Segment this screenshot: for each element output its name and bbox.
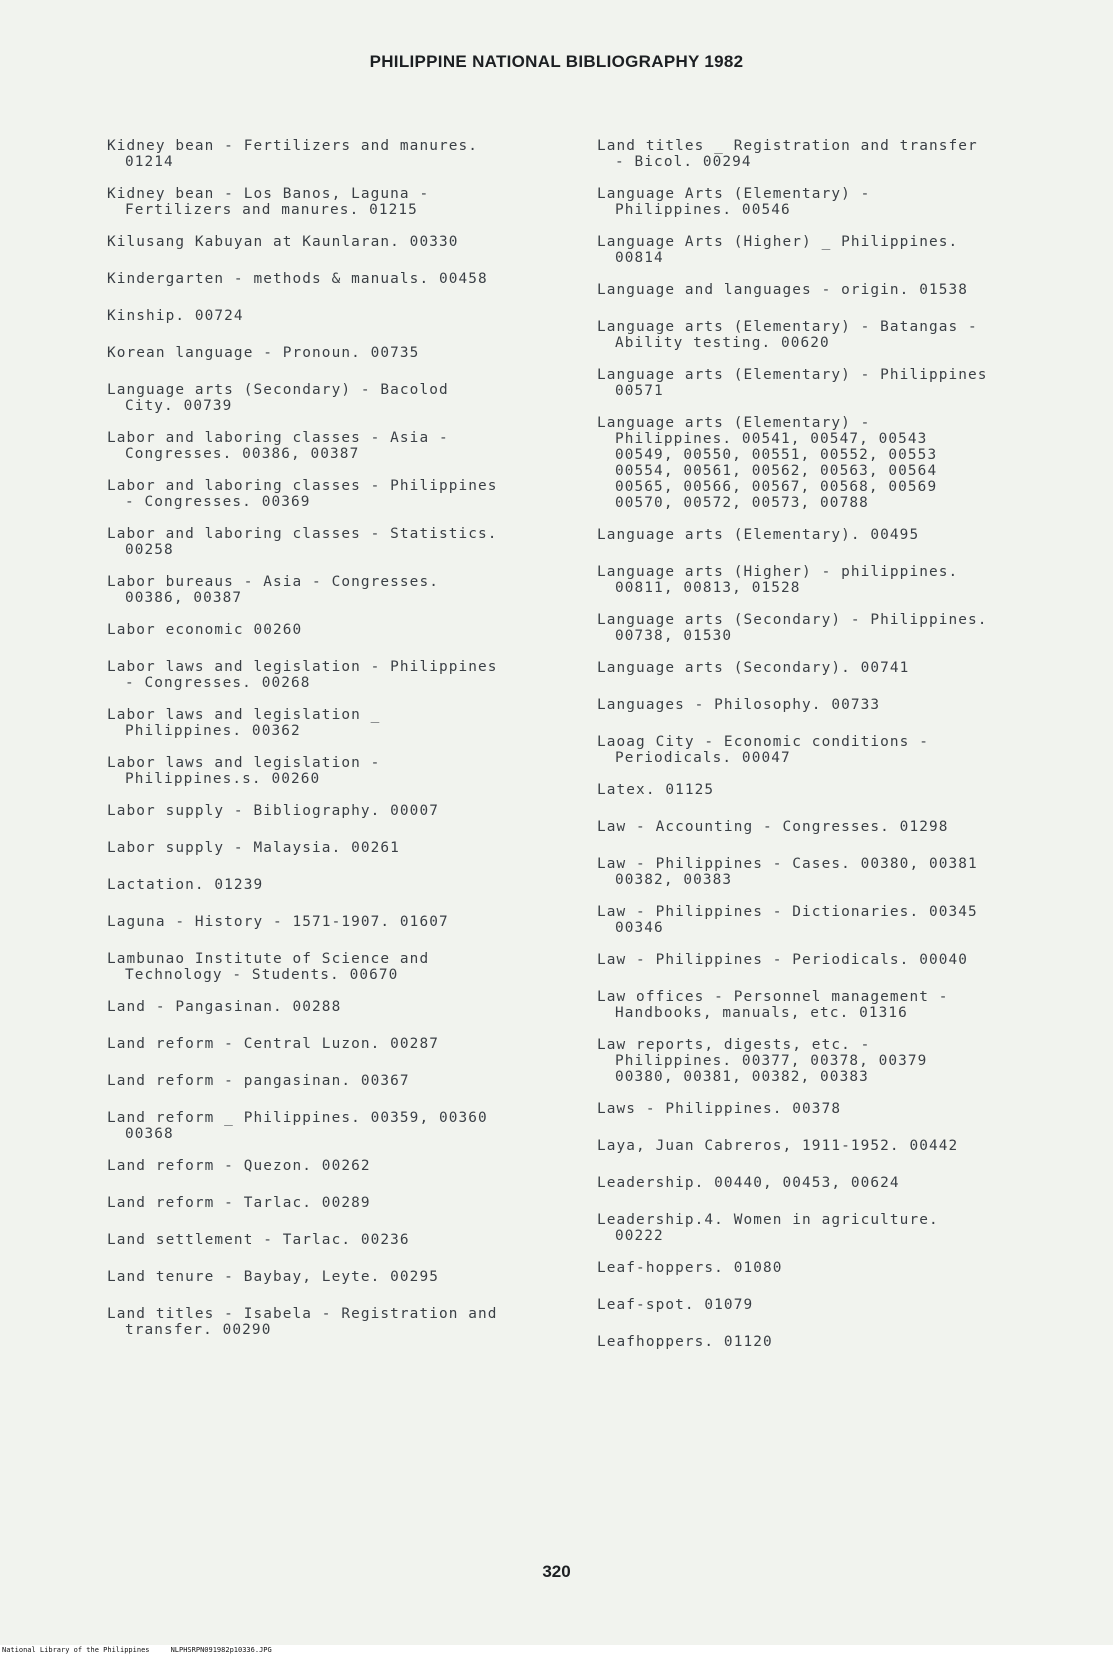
index-entry: Language arts (Elementary) - Philippines. 00541, 00547, 00543 00549, 00550, 00551, 00552, 00553 00554, 00561, 00562, 00563, 00564 00565, 00566, 00567, 00568, 00569 00570, 00572, 00573, 00788 <box>597 415 938 511</box>
index-entry: Leadership. 00440, 00453, 00624 <box>597 1175 900 1191</box>
index-entry: Land tenure - Baybay, Leyte. 00295 <box>107 1269 439 1285</box>
index-entry: Language arts (Secondary) - Bacolod City. 00739 <box>107 382 449 414</box>
index-entry: Labor supply - Malaysia. 00261 <box>107 840 400 856</box>
index-entry: Land reform - Tarlac. 00289 <box>107 1195 371 1211</box>
index-entry: Language arts (Elementary) - Batangas - Ability testing. 00620 <box>597 319 978 351</box>
index-entry: Leaf-hoppers. 01080 <box>597 1260 783 1276</box>
index-entry: Language Arts (Higher) _ Philippines. 00814 <box>597 234 959 266</box>
index-entry: Language Arts (Elementary) - Philippines. 00546 <box>597 186 871 218</box>
index-entry: Laya, Juan Cabreros, 1911-1952. 00442 <box>597 1138 959 1154</box>
index-entry: Law - Philippines - Dictionaries. 00345 00346 <box>597 904 978 936</box>
index-entry: Land titles - Isabela - Registration and transfer. 00290 <box>107 1306 498 1338</box>
index-entry: Korean language - Pronoun. 00735 <box>107 345 420 361</box>
page-title: PHILIPPINE NATIONAL BIBLIOGRAPHY 1982 <box>369 52 744 71</box>
index-entry: Law reports, digests, etc. - Philippines. 00377, 00378, 00379 00380, 00381, 00382, 00383 <box>597 1037 928 1085</box>
footer-credit: National Library of the Philippines NLPHSRPN091982p10336.JPG <box>2 1646 272 1654</box>
index-entry: Land settlement - Tarlac. 00236 <box>107 1232 410 1248</box>
index-entry: Law - Accounting - Congresses. 01298 <box>597 819 949 835</box>
index-entry: Lactation. 01239 <box>107 877 264 893</box>
index-entry: Kindergarten - methods & manuals. 00458 <box>107 271 488 287</box>
index-entry: Language arts (Secondary) - Philippines. 00738, 01530 <box>597 612 988 644</box>
index-entry: Languages - Philosophy. 00733 <box>597 697 881 713</box>
index-entry: Labor bureaus - Asia - Congresses. 00386, 00387 <box>107 574 439 606</box>
index-entry: Labor supply - Bibliography. 00007 <box>107 803 439 819</box>
index-entry: Law - Philippines - Cases. 00380, 00381 00382, 00383 <box>597 856 978 888</box>
page-number: 320 <box>542 1562 571 1581</box>
index-entry: Language arts (Higher) - philippines. 00811, 00813, 01528 <box>597 564 959 596</box>
index-entry: Kidney bean - Los Banos, Laguna - Fertilizers and manures. 01215 <box>107 186 430 218</box>
index-entry: Labor laws and legislation - Philippines.s. 00260 <box>107 755 381 787</box>
right-column <box>597 138 1097 1371</box>
left-column <box>107 138 587 1354</box>
index-entry: Lambunao Institute of Science and Technology - Students. 00670 <box>107 951 430 983</box>
index-entry: Labor and laboring classes - Philippines - Congresses. 00369 <box>107 478 498 510</box>
index-entry: Law offices - Personnel management - Handbooks, manuals, etc. 01316 <box>597 989 949 1021</box>
index-entry: Law - Philippines - Periodicals. 00040 <box>597 952 969 968</box>
index-entry: Laws - Philippines. 00378 <box>597 1101 842 1117</box>
index-entry: Land reform - Central Luzon. 00287 <box>107 1036 439 1052</box>
index-entry: Kilusang Kabuyan at Kaunlaran. 00330 <box>107 234 459 250</box>
index-entry: Labor laws and legislation _ Philippines. 00362 <box>107 707 381 739</box>
index-entry: Land titles _ Registration and transfer - Bicol. 00294 <box>597 138 978 170</box>
index-entry: Labor and laboring classes - Statistics. 00258 <box>107 526 498 558</box>
index-entry: Laguna - History - 1571-1907. 01607 <box>107 914 449 930</box>
index-entry: Language arts (Elementary). 00495 <box>597 527 920 543</box>
index-entry: Laoag City - Economic conditions - Periodicals. 00047 <box>597 734 929 766</box>
index-entry: Kinship. 00724 <box>107 308 244 324</box>
index-entry: Labor economic 00260 <box>107 622 303 638</box>
index-entry: Land - Pangasinan. 00288 <box>107 999 342 1015</box>
index-entry: Leaf-spot. 01079 <box>597 1297 754 1313</box>
index-entry: Leadership.4. Women in agriculture. 00222 <box>597 1212 939 1244</box>
index-entry: Land reform _ Philippines. 00359, 00360 00368 <box>107 1110 488 1142</box>
index-entry: Language and languages - origin. 01538 <box>597 282 969 298</box>
index-entry: Language arts (Elementary) - Philippines 00571 <box>597 367 988 399</box>
index-entry: Land reform - pangasinan. 00367 <box>107 1073 410 1089</box>
index-entry: Kidney bean - Fertilizers and manures. 01214 <box>107 138 479 170</box>
index-entry: Labor laws and legislation - Philippines - Congresses. 00268 <box>107 659 498 691</box>
index-entry: Latex. 01125 <box>597 782 715 798</box>
index-entry: Language arts (Secondary). 00741 <box>597 660 910 676</box>
index-entry: Labor and laboring classes - Asia - Congresses. 00386, 00387 <box>107 430 449 462</box>
index-entry: Land reform - Quezon. 00262 <box>107 1158 371 1174</box>
index-entry: Leafhoppers. 01120 <box>597 1334 773 1350</box>
